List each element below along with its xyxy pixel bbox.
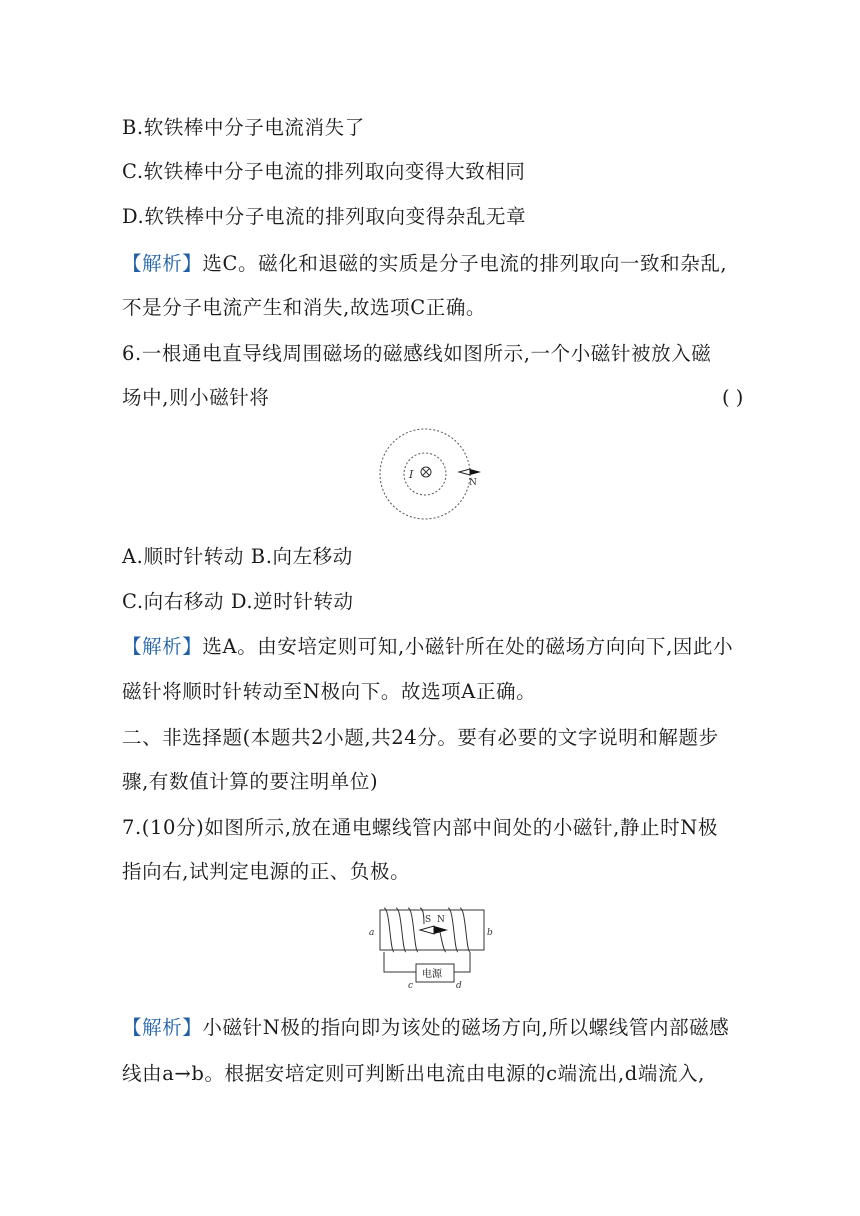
needle-n-label: N [437, 915, 445, 925]
section2-heading-1: 二、非选择题(本题共2小题,共24分。要有必要的文字说明和解题步 [122, 726, 719, 749]
needle-s-label: S [425, 915, 432, 925]
q6-figure [375, 424, 495, 524]
needle-n-label: N [469, 478, 477, 488]
section2-heading-2: 骤,有数值计算的要注明单位) [122, 770, 379, 793]
q5-option-d: D.软铁棒中分子电流的排列取向变得杂乱无章 [122, 205, 527, 228]
q5-analysis-text-1: 选C。磁化和退磁的实质是分子电流的排列取向一致和杂乱, [202, 252, 728, 275]
q5-analysis [122, 250, 727, 278]
right-wire [454, 952, 470, 972]
outer-field-line [380, 429, 470, 519]
q5-option-c: C.软铁棒中分子电流的排列取向变得大致相同 [122, 160, 526, 183]
q6-stem-2: 场中,则小磁针将 [122, 386, 270, 409]
q7-figure [366, 902, 496, 992]
q6-options-row-1: A.顺时针转动 B.向左移动 [122, 545, 353, 568]
current-into-page-icon [421, 467, 431, 477]
q6-analysis-text-2: 磁针将顺时针转动至N极向下。故选项A正确。 [122, 680, 537, 703]
q6-stem-1: 6.一根通电直导线周围磁场的磁感线如图所示,一个小磁针被放入磁 [122, 342, 712, 365]
compass-needle-icon [459, 469, 481, 475]
q6-answer-paren: ( ) [722, 386, 744, 409]
q5-option-b: B.软铁棒中分子电流消失了 [122, 116, 365, 139]
q7-analysis-text-1: 小磁针N极的指向即为该处的磁场方向,所以螺线管内部磁感 [202, 1016, 730, 1039]
q5-analysis-text-2: 不是分子电流产生和消失,故选项C正确。 [122, 296, 487, 319]
analysis-tag: 【解析】 [122, 252, 203, 275]
q6-options-row-2: C.向右移动 D.逆时针转动 [122, 590, 354, 613]
q7-stem-2: 指向右,试判定电源的正、负极。 [122, 860, 411, 883]
terminal-d-label: d [456, 981, 462, 991]
current-label: I [409, 468, 414, 481]
power-supply-label: 电源 [422, 969, 442, 980]
analysis-tag: 【解析】 [122, 1016, 203, 1039]
q7-analysis [122, 1014, 729, 1042]
end-b-label: b [487, 928, 493, 938]
q7-analysis-text-2: 线由a→b。根据安培定则可判断出电流由电源的c端流出,d端流入, [122, 1062, 705, 1085]
left-wire [384, 952, 416, 972]
q6-analysis [122, 633, 733, 661]
analysis-tag: 【解析】 [122, 635, 203, 658]
q6-analysis-text-1: 选A。由安培定则可知,小磁针所在处的磁场方向向下,因此小 [202, 635, 734, 658]
q7-stem-1: 7.(10分)如图所示,放在通电螺线管内部中间处的小磁针,静止时N极 [122, 816, 718, 839]
terminal-c-label: c [408, 981, 414, 991]
compass-needle-icon [420, 926, 448, 934]
end-a-label: a [369, 928, 375, 938]
